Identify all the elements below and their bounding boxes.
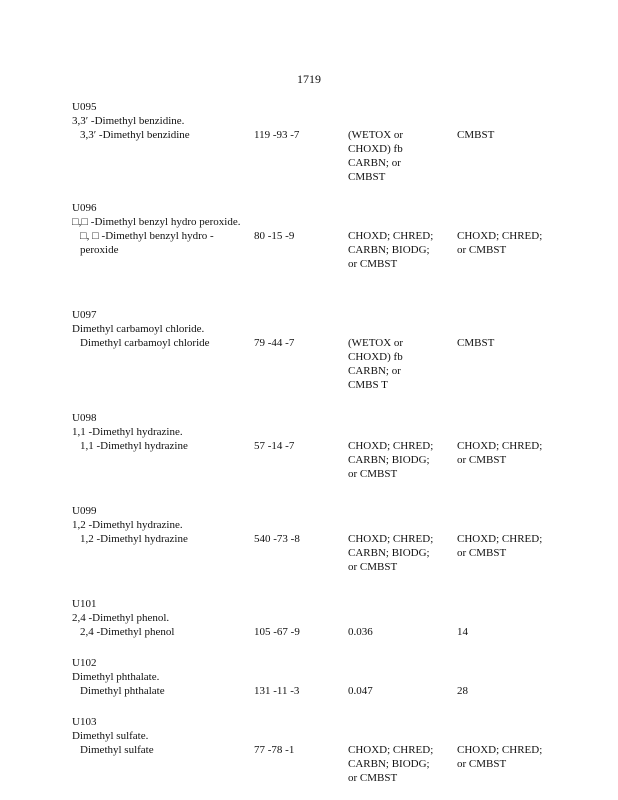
nonwastewater-standard [457, 128, 557, 142]
nonwastewater-standard-line: or CMBST [457, 454, 507, 466]
cas-number: 80 -15 -9 [254, 230, 295, 242]
constituent-name-line: peroxide [80, 244, 119, 256]
wastewater-standard-line: CARBN; BIODG; [348, 244, 430, 256]
wastewater-standard-line: or CMBST [348, 772, 398, 784]
waste-code: U099 [72, 505, 97, 517]
wastewater-standard-line: or CMBST [348, 258, 398, 270]
constituent-name-line: 1,1 -Dimethyl hydrazine [80, 440, 188, 452]
nonwastewater-standard-line: or CMBST [457, 244, 507, 256]
waste-entry [72, 201, 552, 285]
nonwastewater-standard-line: 28 [457, 685, 468, 697]
nonwastewater-standard-line: CHOXD; CHRED; [457, 230, 543, 242]
wastewater-standard-line: CMBST [348, 171, 386, 183]
waste-title: Dimethyl carbamoyl chloride. [72, 323, 205, 335]
cas-number: 540 -73 -8 [254, 533, 300, 545]
constituent-name [80, 229, 240, 257]
wastewater-standard-line: CARBN; BIODG; [348, 547, 430, 559]
wastewater-standard-line: CHOXD; CHRED; [348, 744, 434, 756]
wastewater-standard [348, 439, 438, 481]
wastewater-standard-line: 0.036 [348, 626, 373, 638]
waste-title: Dimethyl phthalate. [72, 671, 160, 683]
nonwastewater-standard [457, 684, 557, 698]
constituent-name [80, 439, 240, 453]
waste-entry [72, 715, 552, 785]
nonwastewater-standard-line: CHOXD; CHRED; [457, 744, 543, 756]
constituent-row [72, 625, 552, 639]
cas-number: 79 -44 -7 [254, 337, 295, 349]
wastewater-standard-line: CHOXD) fb [348, 143, 403, 155]
constituent-name-line: □, □ -Dimethyl benzyl hydro - [80, 230, 214, 242]
constituent-row [72, 439, 552, 481]
wastewater-standard-line: CARBN; or [348, 157, 401, 169]
constituent-name-line: Dimethyl sulfate [80, 744, 154, 756]
wastewater-standard-line: or CMBST [348, 561, 398, 573]
waste-entry [72, 504, 552, 574]
nonwastewater-standard-line: CMBST [457, 337, 495, 349]
page-number: 1719 [297, 72, 321, 86]
waste-entry [72, 656, 552, 698]
wastewater-standard [348, 625, 438, 639]
constituent-name [80, 625, 240, 639]
wastewater-standard-line: CHOXD; CHRED; [348, 440, 434, 452]
constituent-name [80, 532, 240, 546]
constituent-row [72, 532, 552, 574]
wastewater-standard-line: CARBN; BIODG; [348, 454, 430, 466]
waste-title: 1,2 -Dimethyl hydrazine. [72, 519, 183, 531]
wastewater-standard [348, 743, 438, 785]
constituent-name-line: Dimethyl carbamoyl chloride [80, 337, 210, 349]
waste-code: U103 [72, 716, 97, 728]
wastewater-standard [348, 336, 438, 392]
waste-title: Dimethyl sulfate. [72, 730, 149, 742]
nonwastewater-standard [457, 229, 557, 257]
wastewater-standard-line: or CMBST [348, 468, 398, 480]
wastewater-standard [348, 128, 438, 184]
cas-number: 119 -93 -7 [254, 129, 300, 141]
waste-code: U101 [72, 598, 97, 610]
wastewater-standard-line: CHOXD; CHRED; [348, 230, 434, 242]
nonwastewater-standard-line: CHOXD; CHRED; [457, 440, 543, 452]
wastewater-standard-line: CARBN; BIODG; [348, 758, 430, 770]
wastewater-standard-line: (WETOX or [348, 337, 404, 349]
constituent-row [72, 229, 552, 285]
constituent-row [72, 684, 552, 698]
nonwastewater-standard-line: or CMBST [457, 758, 507, 770]
waste-entry [72, 411, 552, 481]
waste-title: 2,4 -Dimethyl phenol. [72, 612, 170, 624]
waste-entry [72, 597, 552, 639]
cas-number: 77 -78 -1 [254, 744, 295, 756]
waste-code: U097 [72, 309, 97, 321]
cas-number: 131 -11 -3 [254, 685, 300, 697]
nonwastewater-standard [457, 625, 557, 639]
constituent-name-line: Dimethyl phthalate [80, 685, 165, 697]
constituent-name-line: 1,2 -Dimethyl hydrazine [80, 533, 188, 545]
wastewater-standard [348, 684, 438, 698]
constituent-name [80, 684, 240, 698]
constituent-name [80, 336, 240, 350]
constituent-row [72, 128, 552, 184]
cas-number: 57 -14 -7 [254, 440, 295, 452]
wastewater-standard-line: CMBS T [348, 379, 388, 391]
wastewater-standard [348, 532, 438, 574]
nonwastewater-standard [457, 336, 557, 350]
waste-title: 1,1 -Dimethyl hydrazine. [72, 426, 183, 438]
wastewater-standard-line: CHOXD) fb [348, 351, 403, 363]
wastewater-standard-line: CARBN; or [348, 365, 401, 377]
waste-title: 3,3′ -Dimethyl benzidine. [72, 115, 185, 127]
cas-number: 105 -67 -9 [254, 626, 300, 638]
waste-code: U096 [72, 202, 97, 214]
nonwastewater-standard [457, 743, 557, 771]
constituent-name [80, 743, 240, 757]
waste-code: U095 [72, 101, 97, 113]
waste-title: □,□ -Dimethyl benzyl hydro peroxide. [72, 216, 241, 228]
waste-entry [72, 100, 552, 184]
wastewater-standard-line: CHOXD; CHRED; [348, 533, 434, 545]
nonwastewater-standard-line: or CMBST [457, 547, 507, 559]
nonwastewater-standard [457, 532, 557, 560]
constituent-name-line: 2,4 -Dimethyl phenol [80, 626, 175, 638]
wastewater-standard-line: (WETOX or [348, 129, 404, 141]
waste-code: U102 [72, 657, 97, 669]
waste-code: U098 [72, 412, 97, 424]
wastewater-standard-line: 0.047 [348, 685, 373, 697]
constituent-name [80, 128, 240, 142]
waste-entry [72, 308, 552, 392]
nonwastewater-standard-line: CHOXD; CHRED; [457, 533, 543, 545]
nonwastewater-standard-line: 14 [457, 626, 468, 638]
constituent-row [72, 336, 552, 392]
nonwastewater-standard [457, 439, 557, 467]
constituent-row [72, 743, 552, 785]
wastewater-standard [348, 229, 438, 271]
nonwastewater-standard-line: CMBST [457, 129, 495, 141]
waste-code-list [72, 100, 552, 785]
constituent-name-line: 3,3′ -Dimethyl benzidine [80, 129, 190, 141]
